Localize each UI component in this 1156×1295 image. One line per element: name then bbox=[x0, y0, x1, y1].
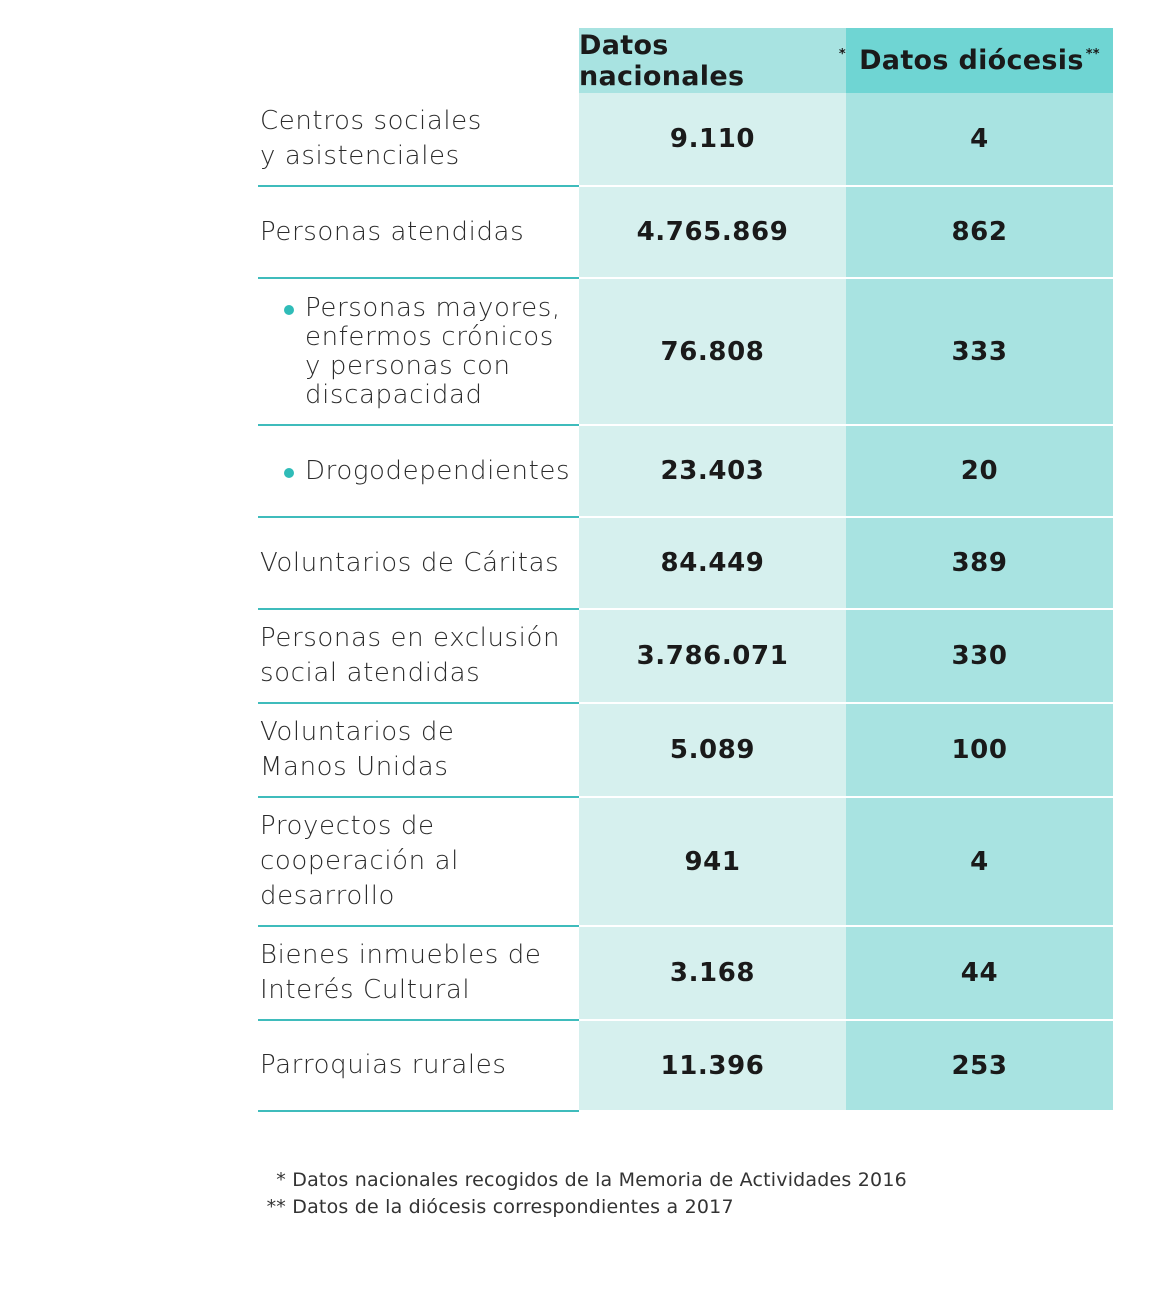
row-label-line: desarrollo bbox=[260, 881, 396, 911]
row-label-line: discapacidad bbox=[305, 379, 483, 410]
bullet-icon bbox=[284, 305, 294, 315]
row-label-line: Voluntarios de Cáritas bbox=[260, 547, 560, 578]
table-row bbox=[258, 518, 1113, 610]
row-label bbox=[258, 426, 579, 518]
table-row bbox=[258, 798, 1113, 927]
row-label-line: Parroquias rurales bbox=[260, 1050, 507, 1080]
footnote-mark: * bbox=[276, 1169, 286, 1191]
data-table bbox=[258, 28, 1113, 1112]
cell-nacional: 9.110 bbox=[579, 93, 846, 187]
cell-diocesis: 100 bbox=[846, 704, 1113, 798]
cell-diocesis: 389 bbox=[846, 518, 1113, 610]
cell-nacional: 5.089 bbox=[579, 704, 846, 798]
header-diocesis-label: Datos diócesis bbox=[859, 45, 1084, 76]
cell-nacional: 84.449 bbox=[579, 518, 846, 610]
row-label bbox=[258, 1021, 579, 1112]
table-header bbox=[258, 28, 1113, 93]
header-diocesis-footnote-mark: ** bbox=[1085, 47, 1100, 62]
row-label-line: Bienes inmuebles de bbox=[260, 940, 542, 970]
cell-diocesis: 20 bbox=[846, 426, 1113, 518]
cell-diocesis: 862 bbox=[846, 187, 1113, 279]
footnote bbox=[258, 1194, 907, 1221]
cell-diocesis: 4 bbox=[846, 93, 1113, 187]
cell-nacional: 941 bbox=[579, 798, 846, 927]
row-label-line: y personas con bbox=[305, 350, 511, 381]
header-datos-nacionales bbox=[579, 28, 846, 93]
cell-diocesis: 333 bbox=[846, 279, 1113, 426]
footnote-text: Datos nacionales recogidos de la Memoria de Actividades 2016 bbox=[292, 1169, 907, 1191]
row-label-line: Interés Cultural bbox=[260, 975, 471, 1005]
row-label-line: Personas atendidas bbox=[260, 216, 525, 247]
row-label-line: Manos Unidas bbox=[260, 752, 449, 782]
row-label-line: enfermos crónicos bbox=[305, 321, 554, 352]
row-label-line: Centros sociales bbox=[260, 106, 482, 136]
cell-nacional: 23.403 bbox=[579, 426, 846, 518]
table-row bbox=[258, 704, 1113, 798]
footnote-mark: ** bbox=[266, 1196, 286, 1218]
row-label bbox=[258, 279, 579, 426]
table-row bbox=[258, 187, 1113, 279]
table-row bbox=[258, 93, 1113, 187]
row-label-line: Voluntarios de bbox=[260, 717, 455, 747]
cell-diocesis: 253 bbox=[846, 1021, 1113, 1112]
cell-diocesis: 330 bbox=[846, 610, 1113, 704]
footnote bbox=[258, 1167, 907, 1194]
row-label-line: Personas en exclusión bbox=[260, 623, 561, 653]
table-row bbox=[258, 610, 1113, 704]
footnote-text: Datos de la diócesis correspondientes a 2017 bbox=[292, 1196, 734, 1218]
cell-nacional: 3.786.071 bbox=[579, 610, 846, 704]
cell-nacional: 4.765.869 bbox=[579, 187, 846, 279]
cell-diocesis: 44 bbox=[846, 927, 1113, 1021]
table-row bbox=[258, 927, 1113, 1021]
table-row bbox=[258, 426, 1113, 518]
footnotes bbox=[258, 1167, 907, 1221]
row-label bbox=[258, 798, 579, 927]
cell-diocesis: 4 bbox=[846, 798, 1113, 927]
row-label-line: cooperación al bbox=[260, 846, 459, 876]
table-row bbox=[258, 279, 1113, 426]
row-label bbox=[258, 927, 579, 1021]
bullet-icon bbox=[284, 468, 294, 478]
cell-nacional: 11.396 bbox=[579, 1021, 846, 1112]
row-label-line: Personas mayores, bbox=[305, 292, 561, 323]
row-label-line: Drogodependientes bbox=[305, 455, 571, 486]
row-label bbox=[258, 93, 579, 187]
cell-nacional: 76.808 bbox=[579, 279, 846, 426]
cell-nacional: 3.168 bbox=[579, 927, 846, 1021]
row-label bbox=[258, 610, 579, 704]
header-empty-cell bbox=[258, 28, 579, 93]
header-datos-diocesis bbox=[846, 28, 1113, 93]
header-nacional-footnote-mark: * bbox=[838, 47, 846, 62]
row-label bbox=[258, 704, 579, 798]
header-nacional-label: Datos nacionales bbox=[579, 29, 745, 92]
row-label-line: Proyectos de bbox=[260, 811, 435, 841]
row-label bbox=[258, 187, 579, 279]
row-label bbox=[258, 518, 579, 610]
table-row bbox=[258, 1021, 1113, 1112]
row-label-line: social atendidas bbox=[260, 658, 481, 688]
row-label-line: y asistenciales bbox=[260, 141, 460, 171]
